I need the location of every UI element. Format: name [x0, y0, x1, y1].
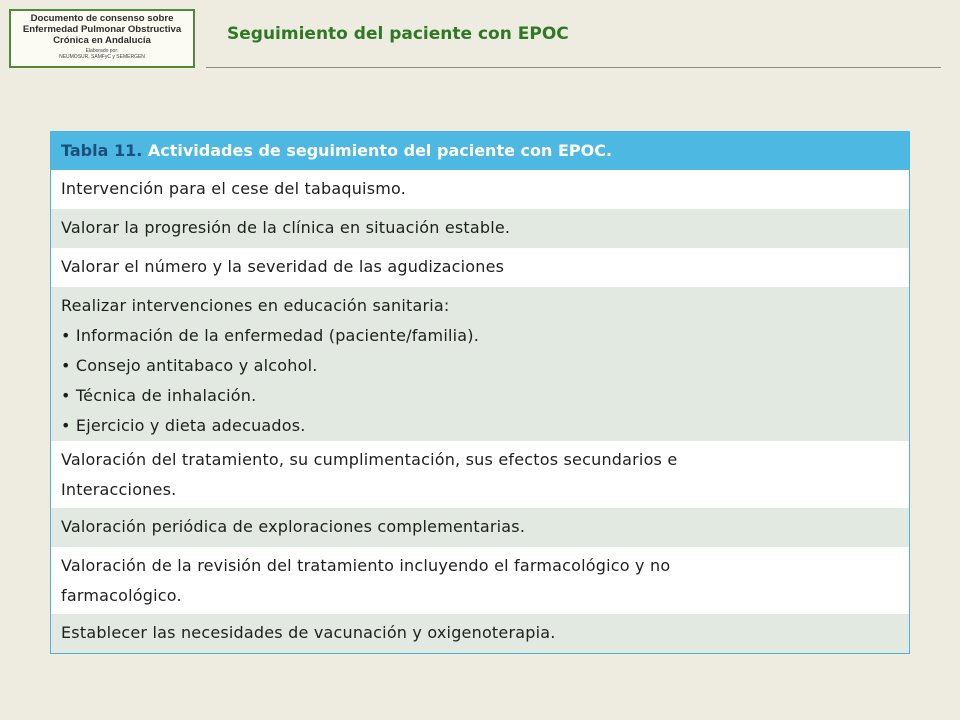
table-caption — [51, 132, 909, 170]
page-title: Seguimiento del paciente con EPOC — [227, 24, 569, 44]
table-row — [51, 287, 909, 441]
row-text: Valoración periódica de exploraciones complementarias. — [61, 517, 526, 536]
bullet-item: • Información de la enfermedad (paciente/familia). — [61, 326, 479, 345]
row-text: Intervención para el cese del tabaquismo. — [61, 179, 407, 198]
table-row — [51, 614, 909, 653]
table-row — [51, 508, 909, 547]
logo-subtext: NEUMOSUR, SAMFyC y SEMERGEN — [59, 53, 145, 60]
row-text: Valoración de la revisión del tratamiento incluyendo el farmacológico y no — [61, 556, 671, 575]
table-row — [51, 547, 909, 614]
header-divider — [206, 67, 941, 68]
consensus-document-logo — [9, 9, 195, 68]
row-text: Establecer las necesidades de vacunación y oxigenoterapia. — [61, 623, 556, 642]
table-caption-title: Actividades de seguimiento del paciente con EPOC. — [147, 141, 613, 160]
table-row — [51, 209, 909, 248]
table-caption-number: Tabla 11. — [61, 141, 143, 160]
row-text: Valoración del tratamiento, su cumplimentación, sus efectos secundarios e — [61, 450, 678, 469]
row-text: Valorar la progresión de la clínica en situación estable. — [61, 218, 511, 237]
row-text: Valorar el número y la severidad de las agudizaciones — [61, 257, 505, 276]
bullet-item: • Ejercicio y dieta adecuados. — [61, 416, 306, 435]
logo-line: Enfermedad Pulmonar Obstructiva — [22, 24, 182, 35]
logo-line: Crónica en Andalucía — [53, 35, 151, 46]
bullet-item: • Técnica de inhalación. — [61, 386, 257, 405]
row-text: Interacciones. — [61, 480, 177, 499]
row-text: farmacológico. — [61, 586, 182, 605]
row-text: Realizar intervenciones en educación sanitaria: — [61, 296, 450, 315]
logo-subtext: Elaborado por: — [85, 48, 119, 54]
table-row — [51, 170, 909, 209]
bullet-item: • Consejo antitabaco y alcohol. — [61, 356, 318, 375]
follow-up-activities-table — [50, 131, 910, 654]
table-row — [51, 441, 909, 508]
logo-line: Documento de consenso sobre — [30, 13, 174, 24]
table-row — [51, 248, 909, 287]
